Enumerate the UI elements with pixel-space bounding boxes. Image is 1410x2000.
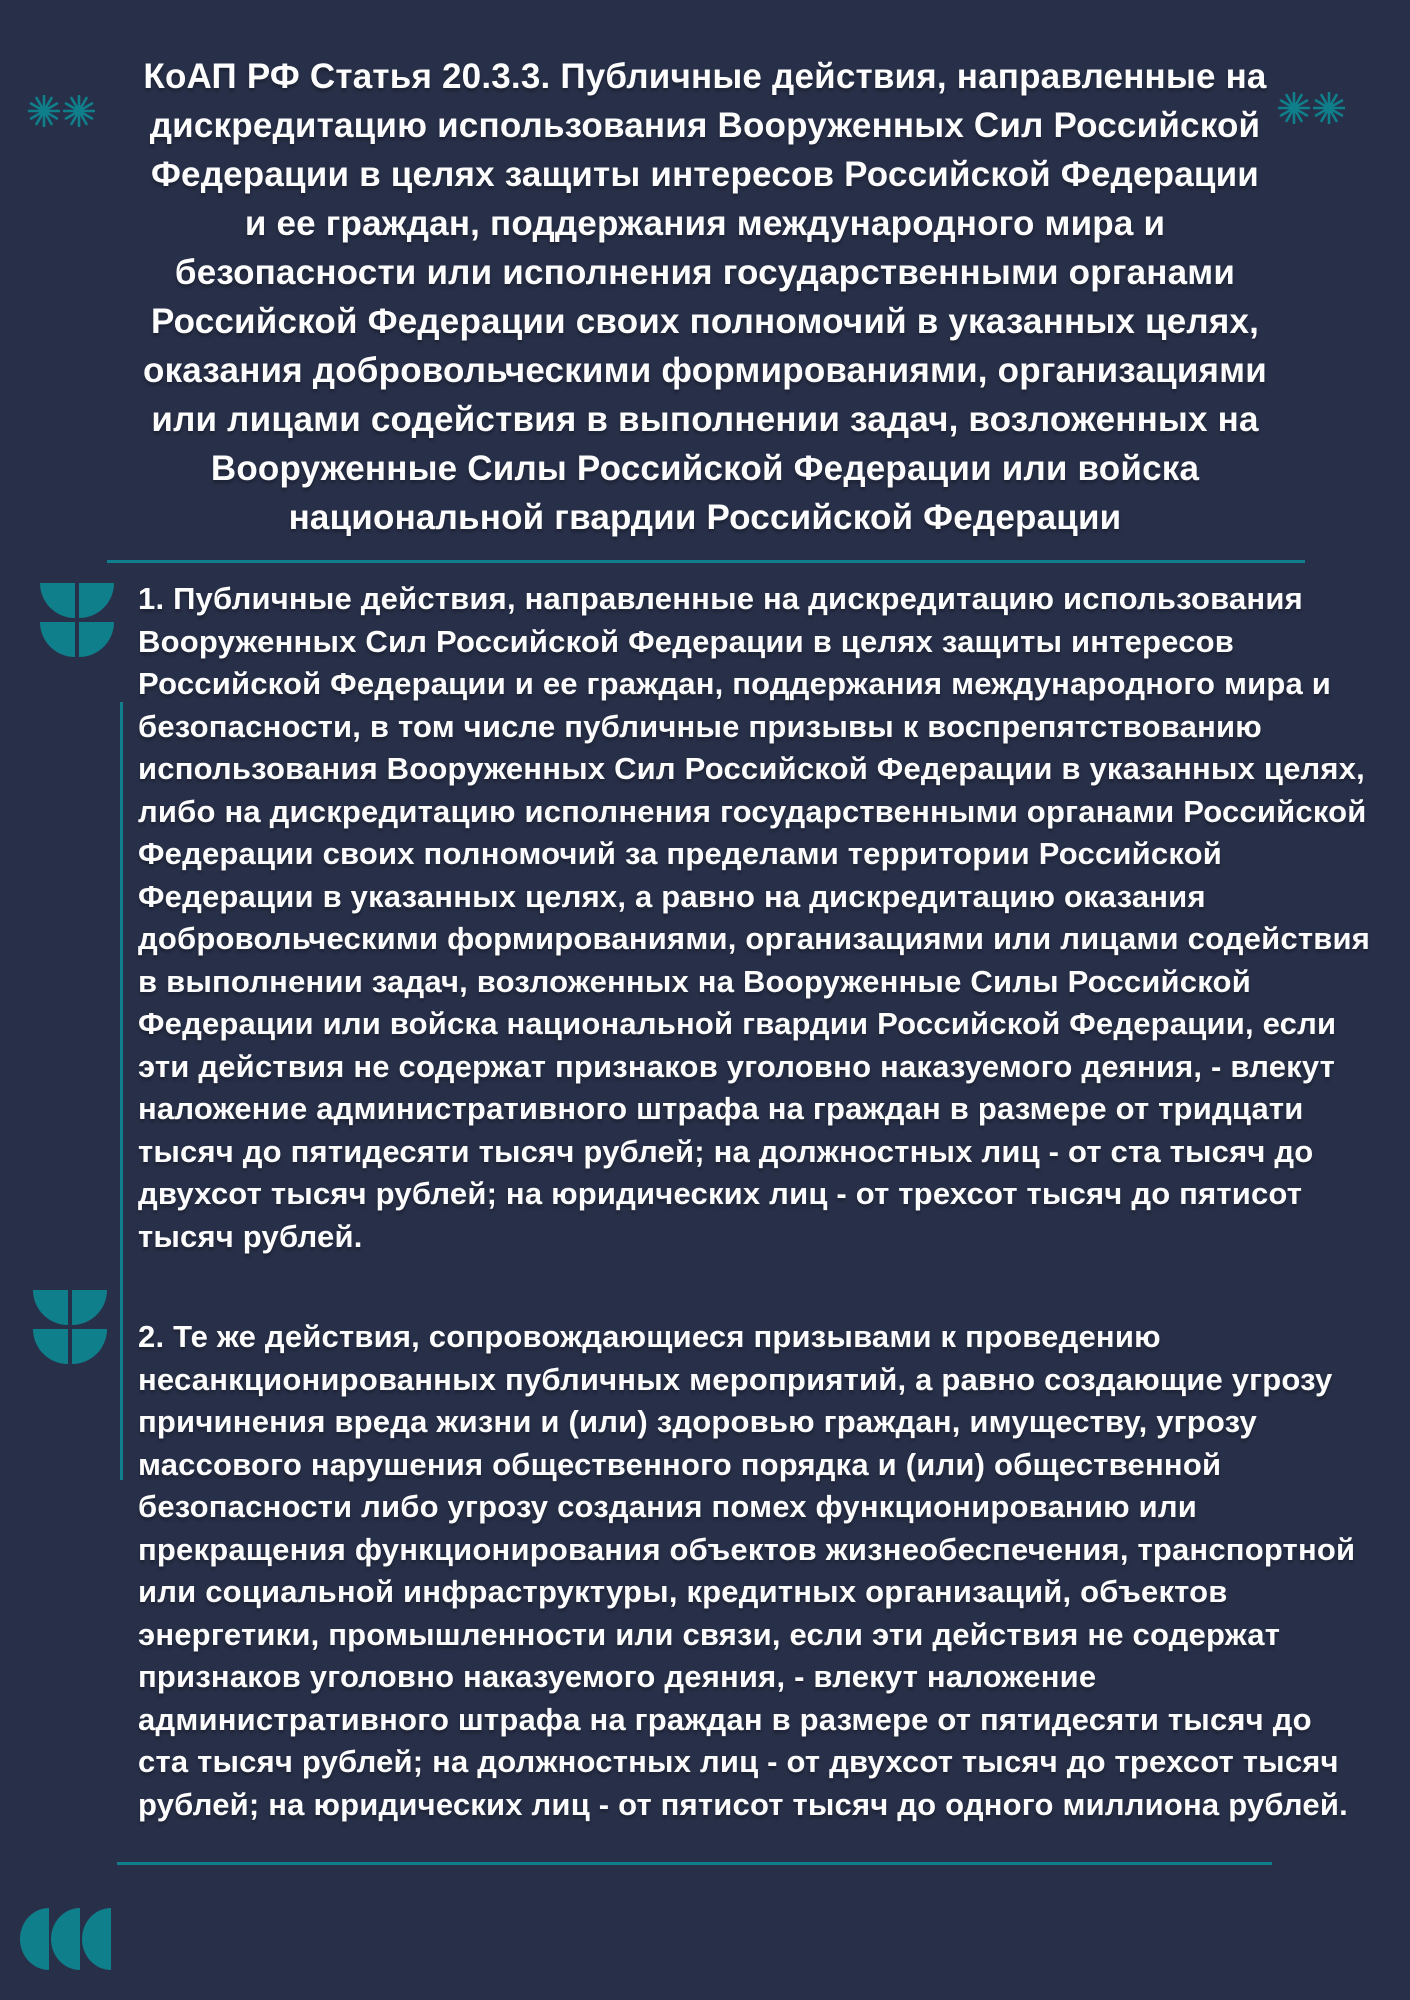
quote-petal <box>40 622 75 657</box>
starburst-icons-left <box>28 95 95 127</box>
title-divider <box>107 560 1305 563</box>
quote-petal <box>33 1329 68 1364</box>
quote-petal <box>40 583 75 618</box>
quote-petal <box>33 1290 68 1325</box>
quote-vertical-rule <box>120 702 123 1480</box>
half-disc-shape <box>82 1908 111 1970</box>
paragraph-1-text: 1. Публичные действия, направленные на дискредитацию использования Вооруженных Сил Российской Федерации в целях защиты интересов Российской Федерации и ее граждан, поддержания международного мира и безопасности, в том числе публичные призывы к воспрепятствованию использования Вооруженных Сил Российской Федерации в указанных целях, либо на дискредитацию исполнения государственными органами Российской Федерации своих полномочий за пределами территории Российской Федерации в указанных целях, а равно на дискредитацию оказания добровольческими формированиями, организациями или лицами содействия в выполнении задач, возложенных на Вооруженные Силы Российской Федерации или войска национальной гвардии Российской Федерации, если эти действия не содержат признаков уголовно наказуемого деяния, - влекут наложение административного штрафа на граждан в размере от тридцати тысяч до пятидесяти тысяч рублей; на должностных лиц - от ста тысяч до двухсот тысяч рублей; на юридических лиц - от трехсот тысяч до пятисот тысяч рублей. <box>138 581 1370 1254</box>
quote-petal <box>79 583 114 618</box>
quote-petal <box>79 622 114 657</box>
quote-petal <box>72 1329 107 1364</box>
quote-petal <box>72 1290 107 1325</box>
half-disc-shape <box>20 1908 49 1970</box>
starburst-icon <box>28 95 60 127</box>
starburst-icon <box>63 95 95 127</box>
quote-icon <box>33 1290 107 1364</box>
starburst-icon <box>1313 92 1345 124</box>
half-disc-shape <box>51 1908 80 1970</box>
paragraph-2-text: 2. Те же действия, сопровождающиеся призывами к проведению несанкционированных публичных мероприятий, а равно создающие угрозу причинения вреда жизни и (или) здоровью граждан, имуществу, угрозу массового нарушения общественного порядка и (или) общественной безопасности либо угрозу создания помех функционированию или прекращения функционирования объектов жизнеобеспечения, транспортной или социальной инфраструктуры, кредитных организаций, объектов энергетики, промышленности или связи, если эти действия не содержат признаков уголовно наказуемого деяния, - влекут наложение административного штрафа на граждан в размере от пятидесяти тысяч до ста тысяч рублей; на должностных лиц - от двухсот тысяч до трехсот тысяч рублей; на юридических лиц - от пятисот тысяч до одного миллиона рублей. <box>138 1319 1356 1822</box>
article-title: КоАП РФ Статья 20.3.3. Публичные действия, направленные на дискредитацию использования Вооруженных Сил Российской Федерации в целях защиты интересов Российской Федерации и ее граждан, поддержания международного мира и безопасности или исполнения государственными органами Российской Федерации своих полномочий в указанных целях, оказания добровольческими формированиями, организациями или лицами содействия в выполнении задач, возложенных на Вооруженные Силы Российской Федерации или войска национальной гвардии Российской Федерации <box>143 57 1267 537</box>
quote-icon <box>40 583 114 657</box>
chevrons-left-icon <box>20 1908 111 1970</box>
footer-divider <box>117 1862 1272 1865</box>
